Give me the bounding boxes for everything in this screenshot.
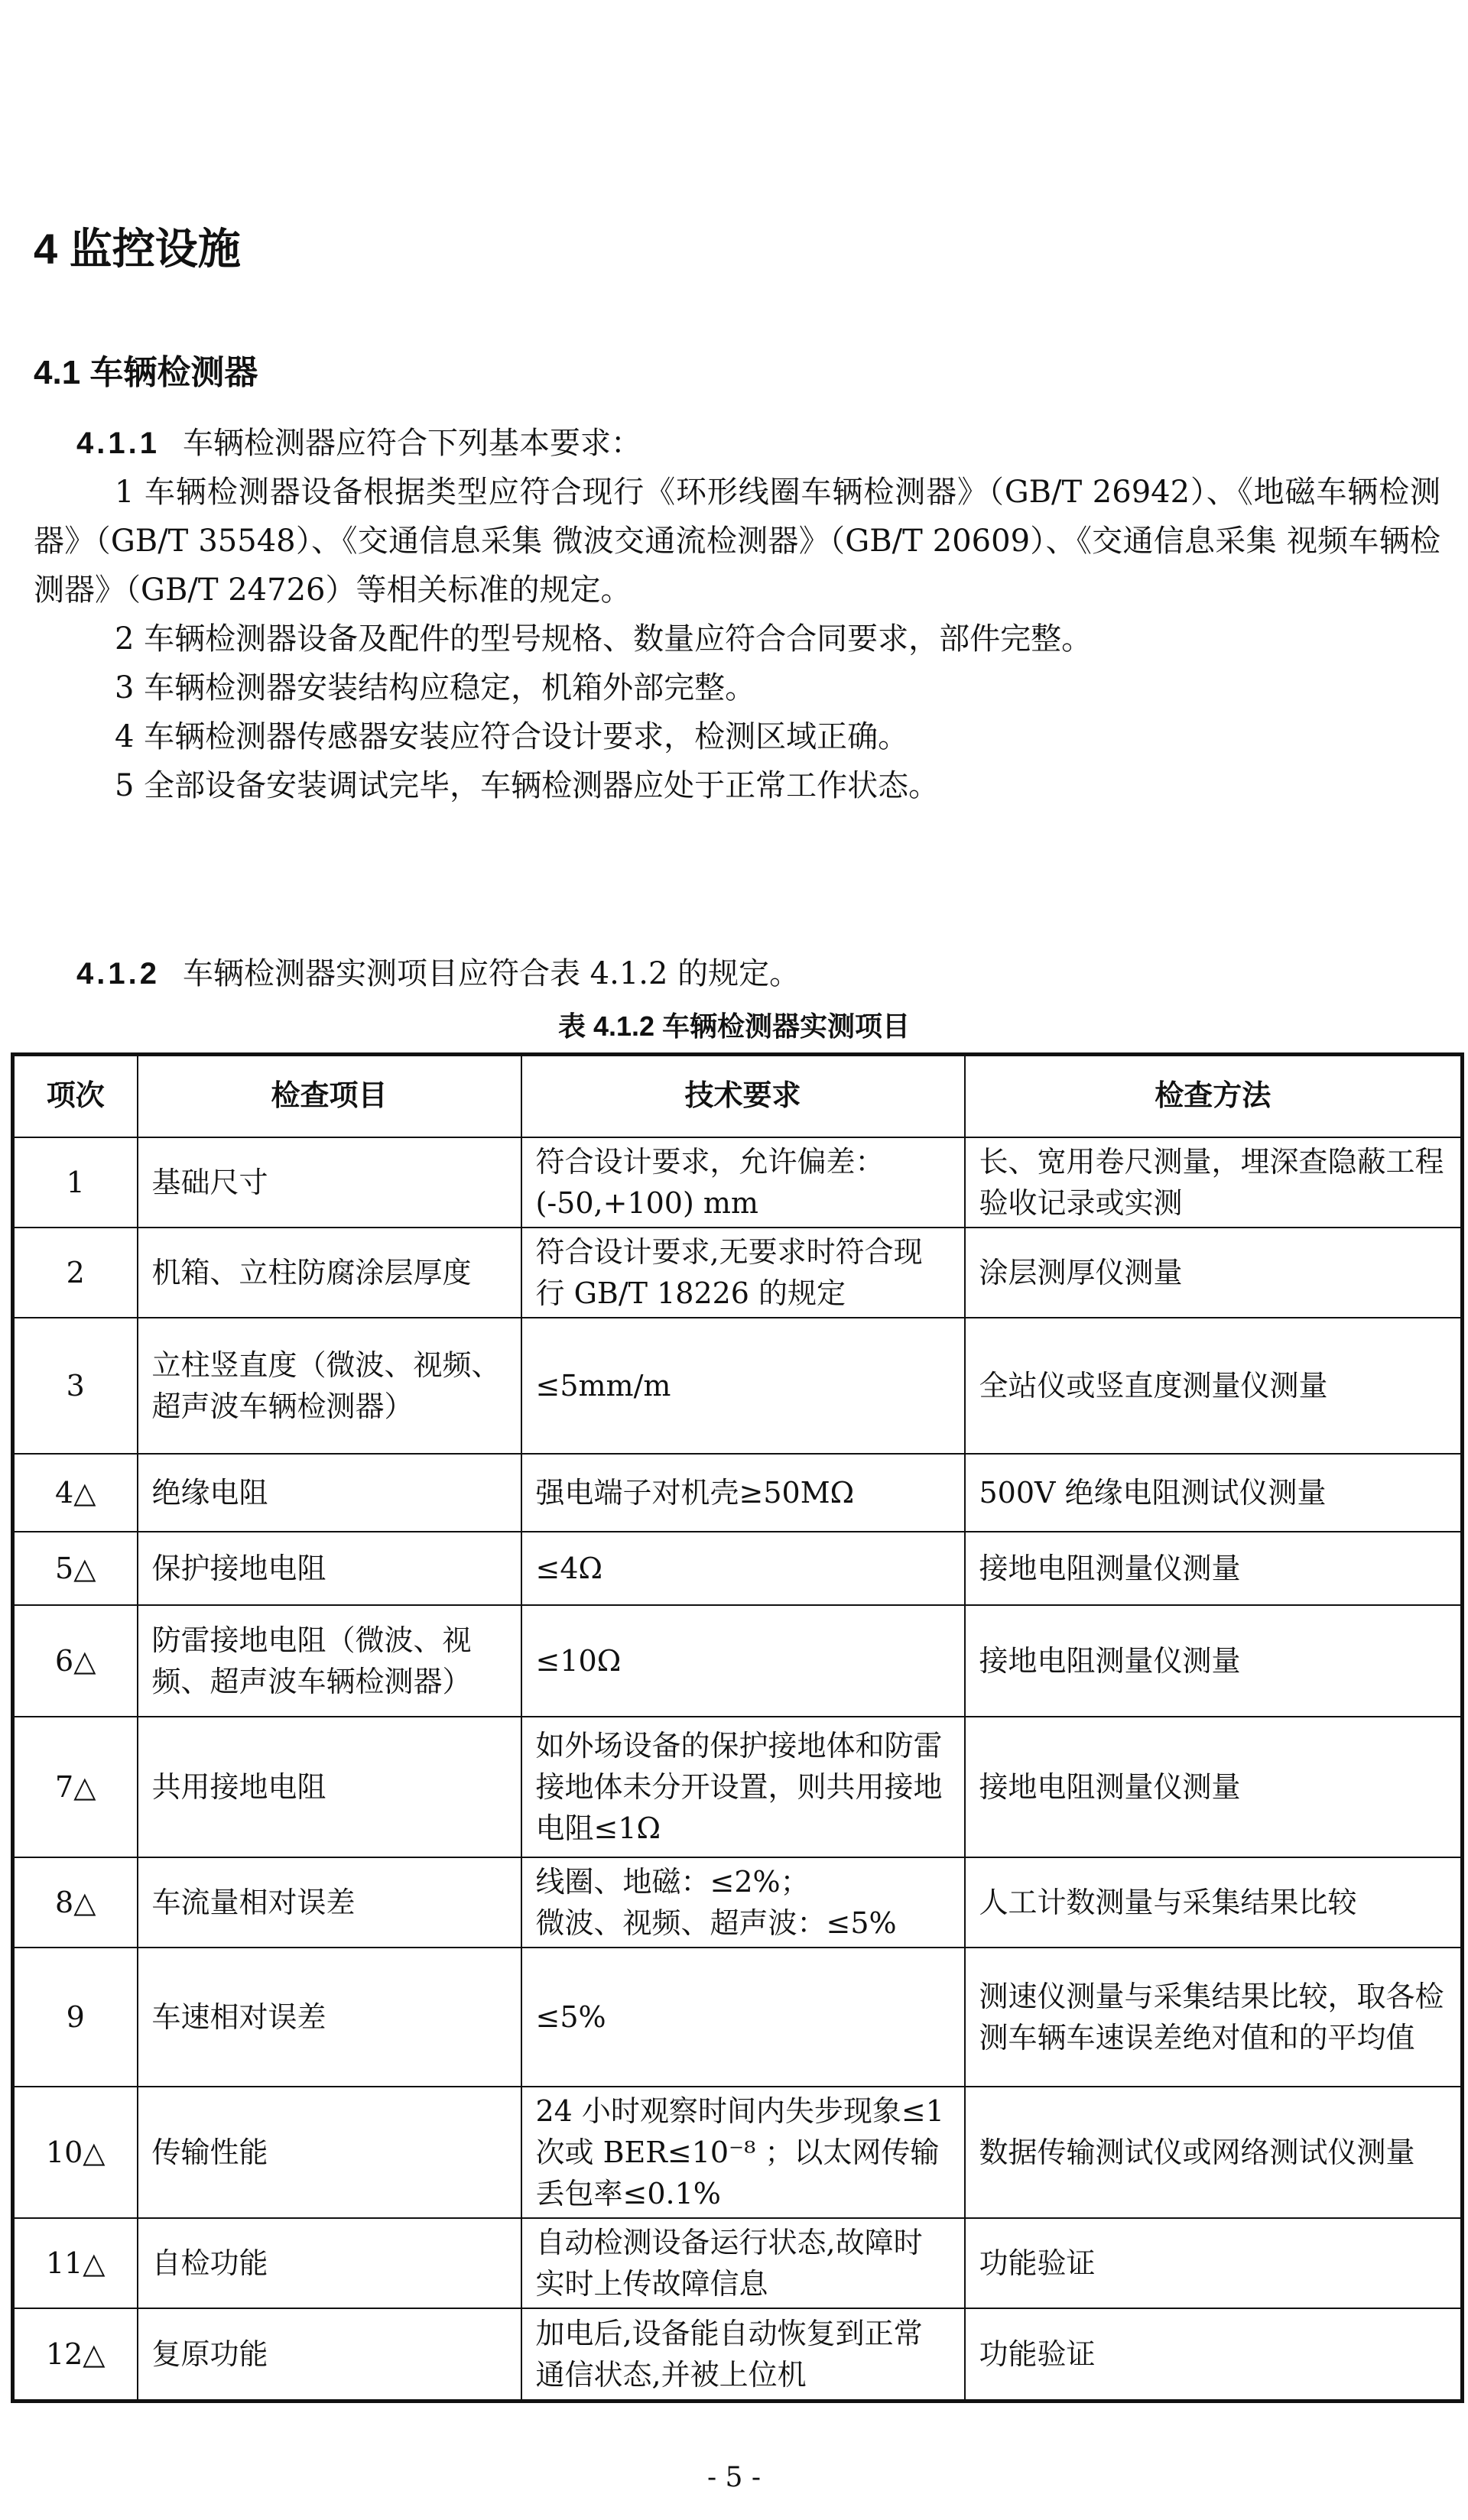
header-item: 检查项目: [138, 1055, 521, 1137]
cell-no: 7△: [13, 1717, 138, 1857]
cell-no: 4△: [13, 1454, 138, 1532]
cell-no: 10△: [13, 2087, 138, 2218]
clause-item-2: 2 车辆检测器设备及配件的型号规格、数量应符合合同要求，部件完整。: [115, 621, 1093, 657]
clause-text: 车辆检测器实测项目应符合表 4.1.2 的规定。: [182, 956, 801, 991]
cell-requirement: 加电后,设备能自动恢复到正常通信状态,并被上位机: [521, 2308, 965, 2402]
cell-method: 全站仪或竖直度测量仪测量: [965, 1318, 1463, 1454]
cell-no: 11△: [13, 2218, 138, 2308]
table-header-row: [13, 1055, 1463, 1137]
page-number: - 5 -: [706, 2462, 762, 2493]
cell-method: 500V 绝缘电阻测试仪测量: [965, 1454, 1463, 1532]
clause-4-1-1-intro: [34, 419, 1440, 468]
cell-no: 6△: [13, 1605, 138, 1717]
table-row: [13, 1137, 1463, 1228]
table-row: [13, 2087, 1463, 2218]
cell-item: 基础尺寸: [138, 1137, 521, 1228]
cell-requirement: 符合设计要求，允许偏差：(-50,+100) mm: [521, 1137, 965, 1228]
cell-method: 功能验证: [965, 2308, 1463, 2402]
cell-item: 防雷接地电阻（微波、视频、超声波车辆检测器）: [138, 1605, 521, 1717]
clause-item-4: 4 车辆检测器传感器安装应符合设计要求，检测区域正确。: [115, 719, 909, 754]
cell-item: 车流量相对误差: [138, 1857, 521, 1948]
cell-method: 接地电阻测量仪测量: [965, 1717, 1463, 1857]
table-body: [13, 1137, 1463, 2402]
cell-method: 接地电阻测量仪测量: [965, 1532, 1463, 1605]
cell-requirement: 强电端子对机壳≥50MΩ: [521, 1454, 965, 1532]
table-row: [13, 1318, 1463, 1454]
table-row: [13, 1228, 1463, 1318]
cell-method: 涂层测厚仪测量: [965, 1228, 1463, 1318]
table-row: [13, 1532, 1463, 1605]
cell-no: 2: [13, 1228, 138, 1318]
cell-item: 绝缘电阻: [138, 1454, 521, 1532]
clause-text: 车辆检测器应符合下列基本要求：: [182, 426, 641, 461]
cell-no: 9: [13, 1948, 138, 2087]
cell-requirement: 24 小时观察时间内失步现象≤1 次或 BER≤10⁻⁸ ；以太网传输丢包率≤0.1%: [521, 2087, 965, 2218]
cell-item: 传输性能: [138, 2087, 521, 2218]
table-row: [13, 2308, 1463, 2402]
cell-method: 人工计数测量与采集结果比较: [965, 1857, 1463, 1948]
table-row: [13, 2218, 1463, 2308]
cell-no: 12△: [13, 2308, 138, 2402]
cell-no: 1: [13, 1137, 138, 1228]
clause-4-1-1: [34, 419, 1440, 810]
cell-item: 自检功能: [138, 2218, 521, 2308]
clause-number: 4.1.2: [76, 957, 160, 991]
cell-requirement: ≤5mm/m: [521, 1318, 965, 1454]
cell-item: 机箱、立柱防腐涂层厚度: [138, 1228, 521, 1318]
cell-method: 功能验证: [965, 2218, 1463, 2308]
table-caption: 表 4.1.2 车辆检测器实测项目: [557, 1010, 911, 1042]
cell-requirement: ≤10Ω: [521, 1605, 965, 1717]
chapter-heading: 4 监控设施: [34, 225, 241, 273]
table-row: [13, 1717, 1463, 1857]
cell-requirement: ≤4Ω: [521, 1532, 965, 1605]
header-requirement: 技术要求: [521, 1055, 965, 1137]
header-method: 检查方法: [965, 1055, 1463, 1137]
cell-requirement: 线圈、地磁：≤2%； 微波、视频、超声波：≤5%: [521, 1857, 965, 1948]
table-row: [13, 1857, 1463, 1948]
table-row: [13, 1605, 1463, 1717]
cell-item: 车速相对误差: [138, 1948, 521, 2087]
clause-4-1-2: [34, 949, 1440, 998]
clause-number: 4.1.1: [76, 426, 160, 460]
spec-table: [11, 1052, 1464, 2403]
cell-method: 数据传输测试仪或网络测试仪测量: [965, 2087, 1463, 2218]
cell-item: 保护接地电阻: [138, 1532, 521, 1605]
section-heading: 4.1 车辆检测器: [34, 354, 258, 391]
clause-item-3: 3 车辆检测器安装结构应稳定，机箱外部完整。: [115, 670, 756, 705]
clause-item-1-text: 1 车辆检测器设备根据类型应符合现行《环形线圈车辆检测器》（GB/T 26942）、《地磁车辆检测器》（GB/T 35548）、《交通信息采集 微波交通流检测器》（GB/T 20609）、《交通信息采集 视频车辆检测器》（GB/T 24726）等相关标准的规定。: [34, 475, 1440, 608]
clause-item-5: 5 全部设备安装调试完毕，车辆检测器应处于正常工作状态。: [115, 768, 940, 803]
cell-method: 测速仪测量与采集结果比较，取各检测车辆车速误差绝对值和的平均值: [965, 1948, 1463, 2087]
cell-item: 共用接地电阻: [138, 1717, 521, 1857]
cell-no: 8△: [13, 1857, 138, 1948]
cell-requirement: 符合设计要求,无要求时符合现行 GB/T 18226 的规定: [521, 1228, 965, 1318]
cell-item: 立柱竖直度（微波、视频、超声波车辆检测器）: [138, 1318, 521, 1454]
header-no: 项次: [13, 1055, 138, 1137]
clause-item-1: [34, 468, 1440, 615]
table-row: [13, 1454, 1463, 1532]
cell-no: 3: [13, 1318, 138, 1454]
cell-requirement: 如外场设备的保护接地体和防雷接地体未分开设置，则共用接地电阻≤1Ω: [521, 1717, 965, 1857]
table-row: [13, 1948, 1463, 2087]
cell-method: 接地电阻测量仪测量: [965, 1605, 1463, 1717]
cell-no: 5△: [13, 1532, 138, 1605]
cell-requirement: 自动检测设备运行状态,故障时实时上传故障信息: [521, 2218, 965, 2308]
cell-item: 复原功能: [138, 2308, 521, 2402]
cell-requirement: ≤5%: [521, 1948, 965, 2087]
cell-method: 长、宽用卷尺测量，埋深查隐蔽工程验收记录或实测: [965, 1137, 1463, 1228]
